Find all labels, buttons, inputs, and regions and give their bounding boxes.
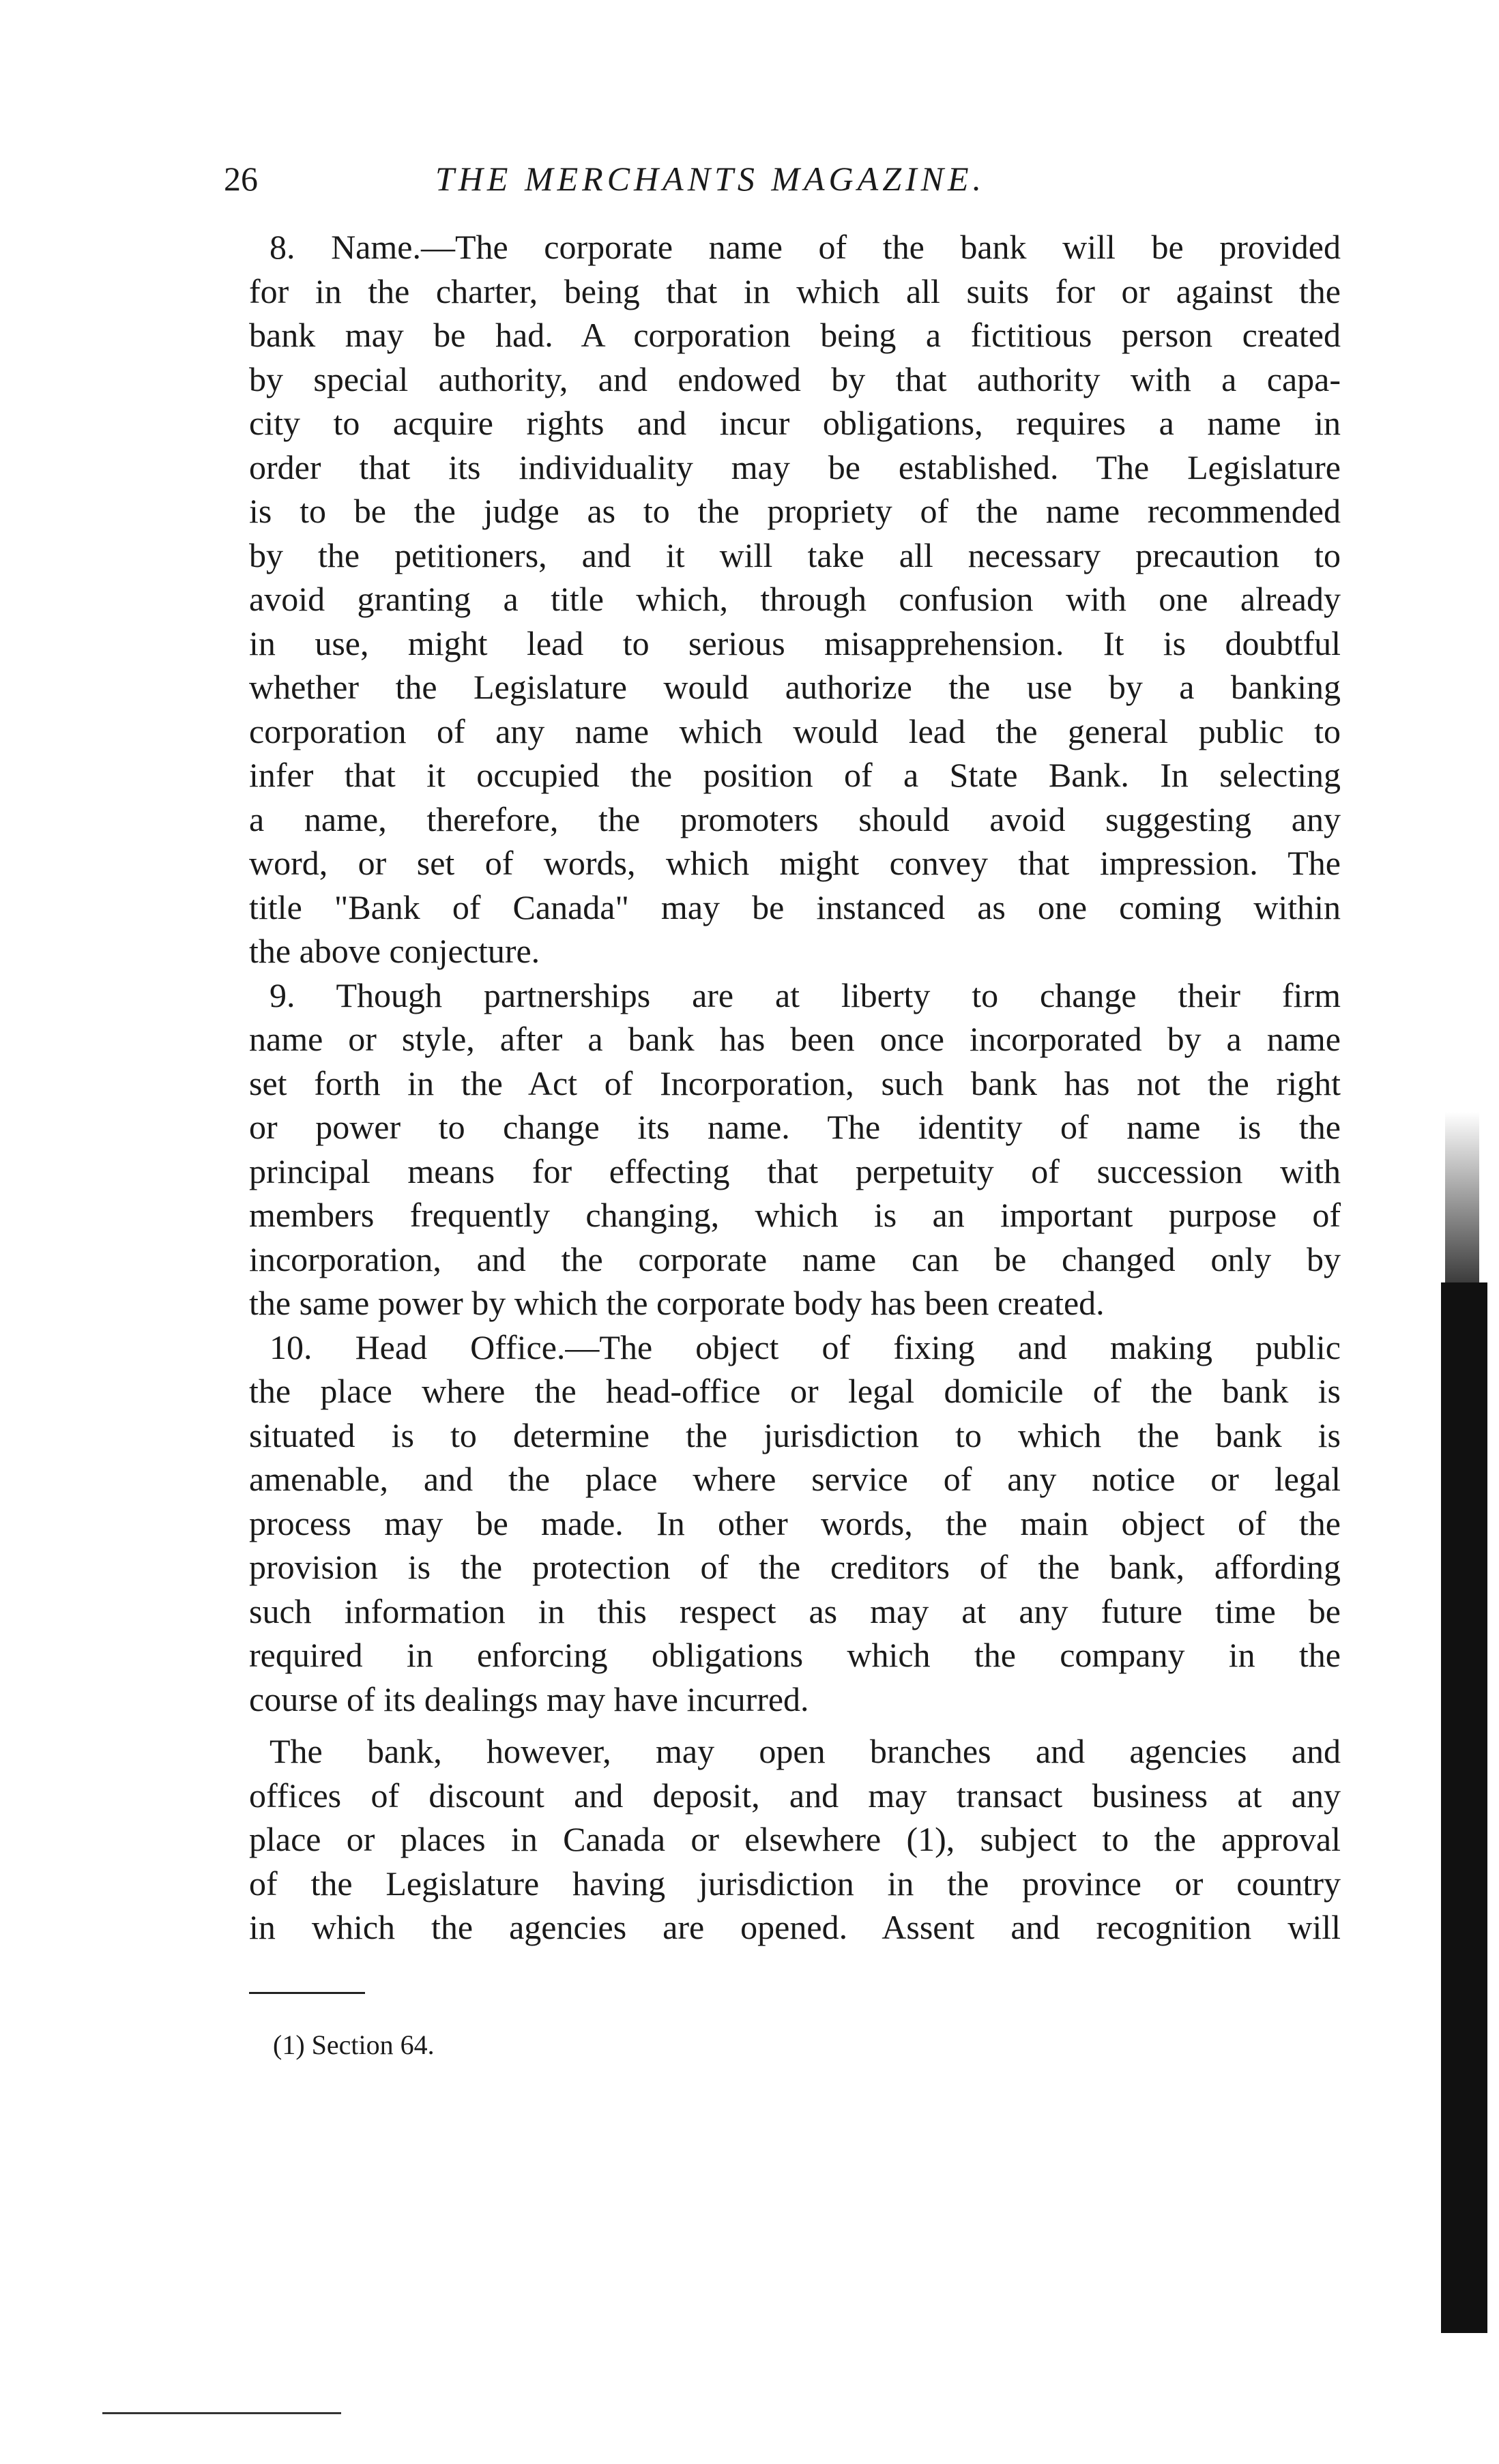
body-text	[249, 225, 1341, 1950]
footnote: (1) Section 64.	[273, 2029, 435, 2060]
text-line: The bank, however, may open branches and agencies and	[270, 1732, 1341, 1770]
text-line: title "Bank of Canada" may be instanced as one coming within	[249, 888, 1341, 926]
text-line: situated is to determine the jurisdiction to which the bank is	[249, 1416, 1341, 1454]
text-line: avoid granting a title which, through confusion with one already	[249, 580, 1341, 618]
text-line: place or places in Canada or elsewhere (1), subject to the approval	[249, 1820, 1341, 1858]
text-line: by the petitioners, and it will take all necessary precaution to	[249, 536, 1341, 574]
text-line: city to acquire rights and incur obligations, requires a name in	[249, 404, 1341, 442]
paragraph-9-name-change	[249, 973, 1341, 1325]
text-line: in use, might lead to serious misapprehension. It is doubtful	[249, 624, 1341, 662]
page-number: 26	[224, 160, 258, 198]
text-line: 9. Though partnerships are at liberty to change their firm	[270, 976, 1341, 1014]
text-line: set forth in the Act of Incorporation, such bank has not the right	[249, 1064, 1341, 1102]
text-line: name or style, after a bank has been once incorporated by a name	[249, 1020, 1341, 1058]
text-line: members frequently changing, which is an important purpose of	[249, 1196, 1341, 1234]
text-line: order that its individuality may be established. The Legislature	[249, 448, 1341, 486]
running-head	[224, 151, 1343, 206]
text-line: bank may be had. A corporation being a fictitious person created	[249, 316, 1341, 354]
text-line: the above conjecture.	[249, 932, 540, 970]
text-line: or power to change its name. The identity of name is the	[249, 1108, 1341, 1146]
paragraph-gap	[249, 1721, 1341, 1729]
text-line: corporation of any name which would lead the general public to	[249, 712, 1341, 750]
text-line: of the Legislature having jurisdiction in the province or country	[249, 1864, 1341, 1903]
text-line: 8. Name.—The corporate name of the bank will be provided	[270, 228, 1341, 266]
text-line: is to be the judge as to the propriety of the name recommended	[249, 492, 1341, 530]
journal-title: THE MERCHANTS MAGAZINE.	[435, 160, 986, 198]
text-line: required in enforcing obligations which the company in the	[249, 1636, 1341, 1674]
paragraph-8-name	[249, 225, 1341, 973]
text-line: 10. Head Office.—The object of fixing and making public	[270, 1328, 1341, 1366]
page-bottom-rule	[102, 2412, 341, 2414]
text-line: such information in this respect as may at any future time be	[249, 1592, 1341, 1630]
text-line: process may be made. In other words, the main object of the	[249, 1504, 1341, 1542]
text-line: infer that it occupied the position of a State Bank. In selecting	[249, 756, 1341, 794]
scan-shadow-edge	[1441, 1282, 1487, 2333]
text-line: amenable, and the place where service of any notice or legal	[249, 1460, 1341, 1498]
text-line: whether the Legislature would authorize the use by a banking	[249, 668, 1341, 706]
text-line: incorporation, and the corporate name can be changed only by	[249, 1240, 1341, 1278]
footnote-rule	[249, 1992, 365, 1994]
text-line: provision is the protection of the creditors of the bank, affording	[249, 1548, 1341, 1586]
paragraph-10-head-office	[249, 1325, 1341, 1722]
scan-shadow-fade	[1445, 1112, 1479, 1289]
text-line: in which the agencies are opened. Assent and recognition will	[249, 1908, 1341, 1946]
text-line: by special authority, and endowed by that authority with a capa-	[249, 360, 1341, 398]
text-line: offices of discount and deposit, and may transact business at any	[249, 1776, 1341, 1815]
text-line: course of its dealings may have incurred.	[249, 1680, 809, 1718]
text-line: the place where the head-office or legal domicile of the bank is	[249, 1372, 1341, 1410]
paragraph-branches	[249, 1729, 1341, 1950]
text-line: the same power by which the corporate body has been created.	[249, 1284, 1105, 1322]
text-line: word, or set of words, which might convey that impression. The	[249, 844, 1341, 882]
text-line: principal means for effecting that perpetuity of succession with	[249, 1152, 1341, 1190]
text-line: for in the charter, being that in which all suits for or against the	[249, 272, 1341, 310]
text-line: a name, therefore, the promoters should avoid suggesting any	[249, 800, 1341, 838]
